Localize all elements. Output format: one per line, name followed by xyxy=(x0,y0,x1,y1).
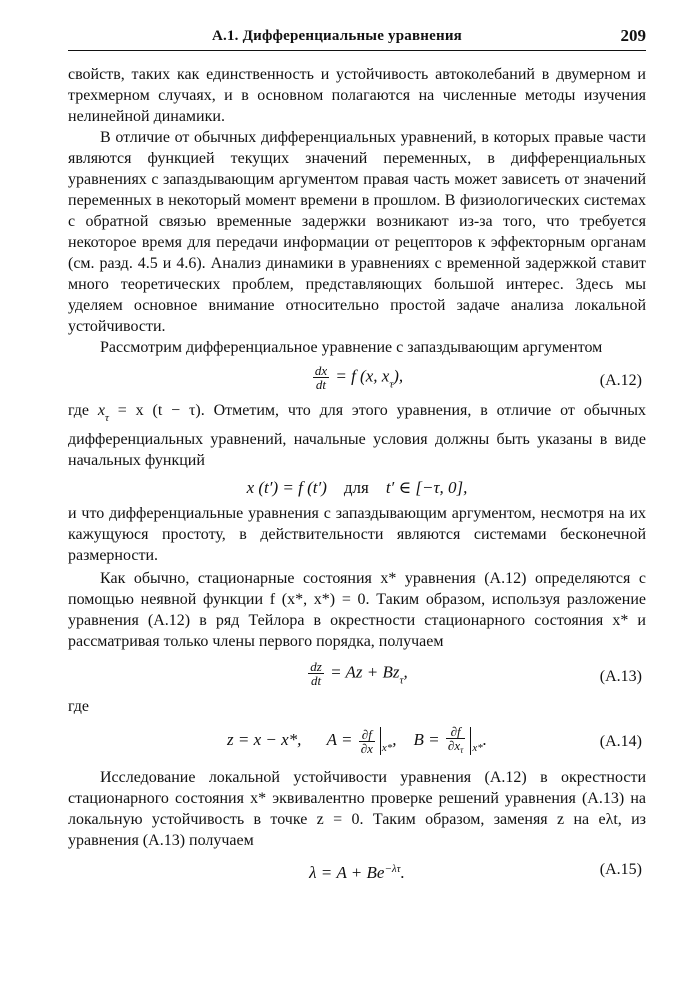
equation-label: (A.14) xyxy=(599,733,642,750)
page-number: 209 xyxy=(620,26,646,45)
fraction-dx-dt: $\frac{dx}{dt}$ xyxy=(314,363,328,392)
equation-a12: $\frac{dx}{dt}$ = f (x, $x_\tau$), (A.12) xyxy=(314,363,642,392)
paragraph-2: В отличие от обычных дифференциальных уравнений, в которых правые части являются функцией текущих значений переменных, в дифференциальных уравнениях с запаздывающим аргументом правая часть может зависеть от значений переменных в некоторый момент времени в прошлом. В физиологических системах с обратной связью временные задержки возникают из-за того, что требуется некоторое время для передачи информации от рецепторов к эффекторным органам (см. разд. 4.5 и 4.6). Анализ динамики в уравнениях с временной задержкой ставит много теоретических проблем, представляющих большой интерес. Здесь мы уделяем основное внимание относительно простой задаче анализа локальной устойчивости. xyxy=(68,129,646,335)
text-body xyxy=(68,64,646,885)
paragraph-7: где xyxy=(68,698,90,715)
paragraph-4: где $x_\tau = x$ (t − τ). Отметим, что для этого уравнения, в отличие от обычных дифференциальных уравнений, начальные условия должны быть указаны в виде начальных функций xyxy=(68,402,647,469)
header-rule xyxy=(68,50,646,51)
paragraph-5: и что дифференциальные уравнения с запаздывающим аргументом, несмотря на их кажущуюся простоту, в действительности являются системами бесконечной размерности. xyxy=(68,505,646,564)
equation-a14: z = x − x*, A = $\frac{\partial f}{\partial x}$ $_{x*}$, B = $\frac{\partial f}{\partial x_\tau}$ $_{x*}$. (A.14) xyxy=(227,724,642,756)
paragraph-6: Как обычно, стационарные состояния x* уравнения (A.12) определяются с помощью неявной функции f (x*, x*) = 0. Таким образом, используя разложение уравнения (A.12) в ряд Тейлора в окрестности стационарного состояния x* и рассматривая только члены первого порядка, получаем xyxy=(68,570,646,650)
running-header xyxy=(68,26,646,50)
equation-a13: $\frac{dz}{dt}$ = $Az + Bz_\tau$, (A.13) xyxy=(310,659,642,688)
fraction-dz-dt: $\frac{dz}{dt}$ xyxy=(310,659,322,688)
paragraph-1: свойств, таких как единственность и устойчивость автоколебаний в двумерном и трехмерном случаях, и в основном полагаются на численные методы изучения нелинейной динамики. xyxy=(68,66,646,125)
equation-a15: $\lambda = A + Be^{-\lambda\tau}$. (A.15) xyxy=(309,861,642,882)
paragraph-8: Исследование локальной устойчивости уравнения (A.12) в окрестности стационарного состояния x* эквивалентно проверке решений уравнения (A.13) на локальную устойчивость в точке z = 0. Таким образом, заменяя z на eλt, из уравнения (A.13) получаем xyxy=(68,769,646,849)
equation-label: (A.15) xyxy=(599,861,642,878)
section-title: А.1. Дифференциальные уравнения xyxy=(212,28,462,44)
equation-label: (A.13) xyxy=(599,668,642,685)
paragraph-3: Рассмотрим дифференциальное уравнение с запаздывающим аргументом xyxy=(100,339,603,356)
equation-label: (A.12) xyxy=(599,372,642,389)
equation-initial: x (t′) = f (t′) для t′ ∈ [−τ, 0], xyxy=(246,478,468,497)
